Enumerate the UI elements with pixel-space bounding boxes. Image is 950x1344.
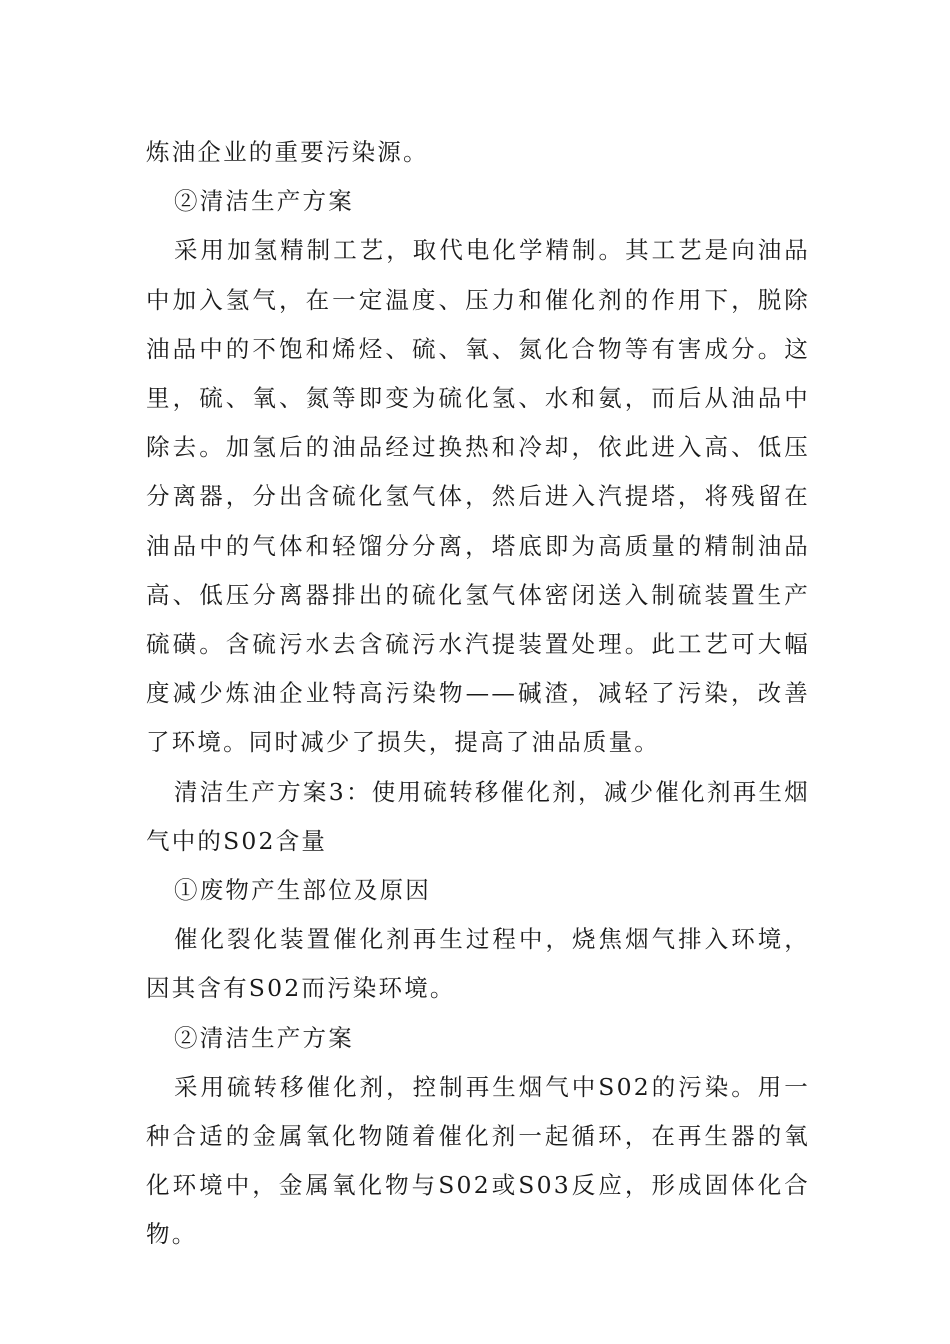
document-body (146, 128, 810, 1260)
subheading-waste-source: ①废物产生部位及原因 (174, 876, 431, 905)
subheading-clean-production-plan-2: ②清洁生产方案 (174, 1023, 354, 1052)
paragraph-continuation: 炼油企业的重要污染源。 (146, 138, 429, 166)
heading-plan-3: 清洁生产方案3：使用硫转移催化剂，减少催化剂再生烟气中的S02含量 (146, 777, 810, 855)
paragraph-sulfur-transfer-catalyst: 采用硫转移催化剂，控制再生烟气中S02的污染。用一种合适的金属氧化物随着催化剂一起循环，在再生器的氧化环境中，金属氧化物与S02或S03反应，形成固体化合物。 (146, 1072, 810, 1249)
paragraph-waste-source: 催化裂化装置催化剂再生过程中，烧焦烟气排入环境，因其含有S02而污染环境。 (146, 925, 810, 1003)
subheading-clean-production-plan: ②清洁生产方案 (174, 187, 354, 216)
paragraph-hydrogenation-process: 采用加氢精制工艺，取代电化学精制。其工艺是向油品中加入氢气，在一定温度、压力和催化剂的作用下，脱除油品中的不饱和烯烃、硫、氧、氮化合物等有害成分。这里，硫、氧、氮等即变为硫化氢、水和氨，而后从油品中除去。加氢后的油品经过换热和冷却，依此进入高、低压分离器，分出含硫化氢气体，然后进入汽提塔，将残留在油品中的气体和轻馏分分离，塔底即为高质量的精制油品高、低压分离器排出的硫化氢气体密闭送入制硫装置生产硫磺。含硫污水去含硫污水汽提装置处理。此工艺可大幅度减少炼油企业特高污染物——碱渣，减轻了污染，改善了环境。同时减少了损失，提高了油品质量。 (146, 236, 810, 757)
